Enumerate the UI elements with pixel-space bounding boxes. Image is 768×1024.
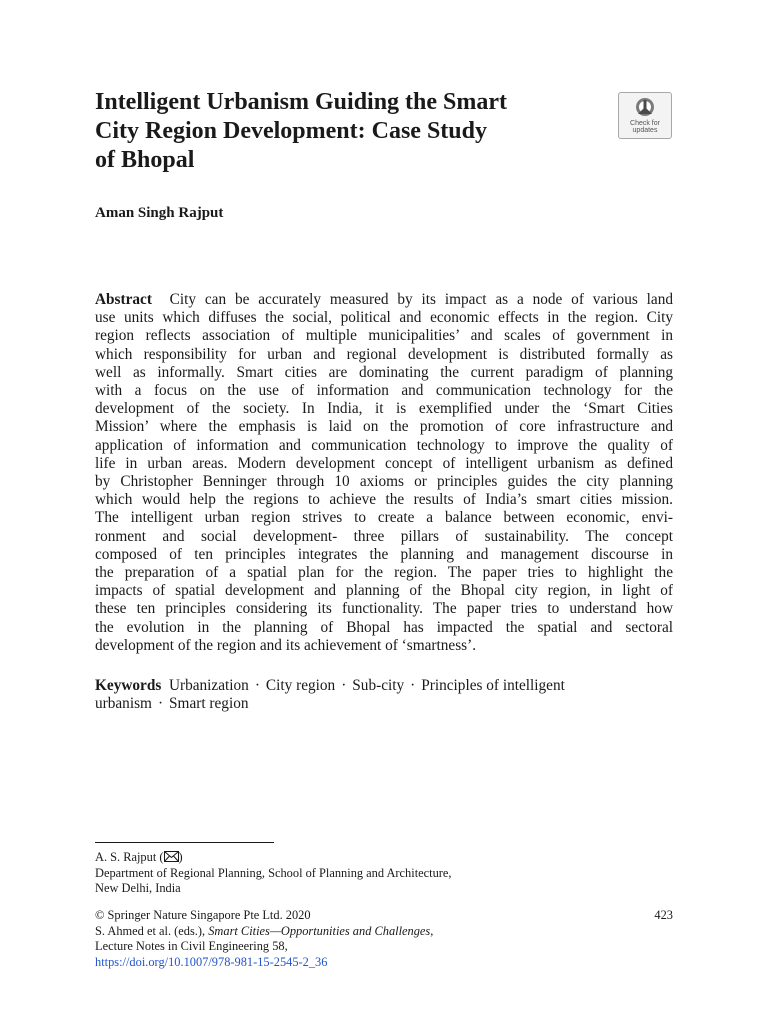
abstract-line: these ten principles considering its functionality. The paper tries to understand how bbox=[95, 600, 673, 618]
book-title: Smart Cities—Opportunities and Challenges bbox=[208, 923, 431, 938]
abstract-line: The intelligent urban region strives to create a balance between economic, envi- bbox=[95, 509, 673, 527]
abstract-line: development of the society. In India, it is exemplified under the ‘Smart Cities bbox=[95, 400, 673, 418]
abstract-line: the preparation of a spatial plan for the region. The paper tries to highlight the bbox=[95, 564, 673, 582]
editors-line: S. Ahmed et al. (eds.), Smart Cities—Opportunities and Challenges, bbox=[95, 923, 434, 938]
abstract bbox=[95, 291, 673, 655]
abstract-line: by Christopher Benninger through 10 axioms or principles guides the city planning bbox=[95, 473, 673, 491]
abstract-line: which responsibility for urban and regional development is distributed formally as bbox=[95, 345, 673, 363]
paper-title bbox=[95, 88, 595, 175]
abstract-line: well as informally. Smart cities are dominating the current paradigm of planning bbox=[95, 363, 673, 381]
keyword-separator: · bbox=[157, 695, 164, 713]
footnote-author: A. S. Rajput bbox=[95, 850, 157, 864]
abstract-line: use units which diffuses the social, political and economic effects in the region. City bbox=[95, 309, 673, 327]
title-line: City Region Development: Case Study bbox=[95, 118, 487, 144]
badge-line-1: Check for bbox=[630, 120, 660, 127]
affiliation-line: Department of Regional Planning, School of Planning and Architecture, bbox=[95, 865, 452, 880]
keywords bbox=[95, 677, 673, 713]
affiliation-line: New Delhi, India bbox=[95, 881, 181, 896]
keywords-line bbox=[95, 677, 673, 695]
abstract-line: with a focus on the use of information and communication technology for the bbox=[95, 382, 673, 400]
abstract-line: the evolution in the planning of Bhopal has impacted the spatial and sectoral bbox=[95, 618, 673, 636]
keyword: Smart region bbox=[169, 695, 249, 713]
series-line: Lecture Notes in Civil Engineering 58, bbox=[95, 939, 288, 954]
keyword: Urbanization bbox=[168, 677, 249, 694]
keyword: Sub-city bbox=[352, 677, 405, 694]
abstract-line: region reflects association of multiple municipalities’ and scales of government in bbox=[95, 327, 673, 345]
author-name: Aman Singh Rajput bbox=[95, 205, 224, 221]
abstract-line: Mission’ where the emphasis is laid on the promotion of core infrastructure and bbox=[95, 418, 673, 436]
footnote-rule bbox=[95, 842, 274, 843]
abstract-line: which would help the regions to achieve the results of India’s smart cities mission. bbox=[95, 491, 673, 509]
abstract-line bbox=[95, 291, 673, 309]
keywords-line bbox=[95, 695, 673, 713]
title-line: of Bhopal bbox=[95, 147, 195, 173]
abstract-label: Abstract bbox=[95, 291, 152, 308]
editors: S. Ahmed et al. (eds.), bbox=[95, 923, 206, 938]
copyright-line: © Springer Nature Singapore Pte Ltd. 2020 bbox=[95, 908, 311, 922]
abstract-line: impacts of spatial development and planning of the Bhopal city region, in light of bbox=[95, 582, 673, 600]
abstract-line: development of the region and its achievement of ‘smartness’. bbox=[95, 636, 477, 654]
keyword-separator: · bbox=[341, 677, 347, 694]
abstract-text: City can be accurately measured by its impact as a node of various land bbox=[169, 291, 673, 308]
title-line: Intelligent Urbanism Guiding the Smart bbox=[95, 89, 508, 115]
envelope-icon[interactable] bbox=[164, 851, 179, 862]
author-affiliation bbox=[95, 850, 673, 897]
check-for-updates-badge[interactable] bbox=[618, 92, 672, 139]
publication-info bbox=[95, 908, 673, 970]
abstract-line: composed of ten principles integrates the planning and management discourse in bbox=[95, 545, 673, 563]
check-for-updates-icon bbox=[632, 96, 658, 120]
page-number: 423 bbox=[654, 908, 673, 922]
footnote-author-line: A. S. Rajput ( ) bbox=[95, 850, 183, 864]
keywords-label: Keywords bbox=[95, 677, 162, 694]
abstract-line: ronment and social development- three pillars of sustainability. The concept bbox=[95, 527, 673, 545]
doi-link[interactable]: https://doi.org/10.1007/978-981-15-2545-2_36 bbox=[95, 954, 328, 969]
keyword-separator: · bbox=[410, 677, 416, 694]
keyword-separator: · bbox=[254, 677, 260, 694]
keyword: urbanism bbox=[95, 695, 152, 713]
abstract-line: life in urban areas. Modern development concept of intelligent urbanism as defined bbox=[95, 454, 673, 472]
keyword: Principles of intelligent bbox=[421, 677, 565, 694]
keyword: City region bbox=[265, 677, 336, 694]
badge-line-2: updates bbox=[632, 127, 658, 134]
abstract-line: application of information and communication technology to improve the quality of bbox=[95, 436, 673, 454]
